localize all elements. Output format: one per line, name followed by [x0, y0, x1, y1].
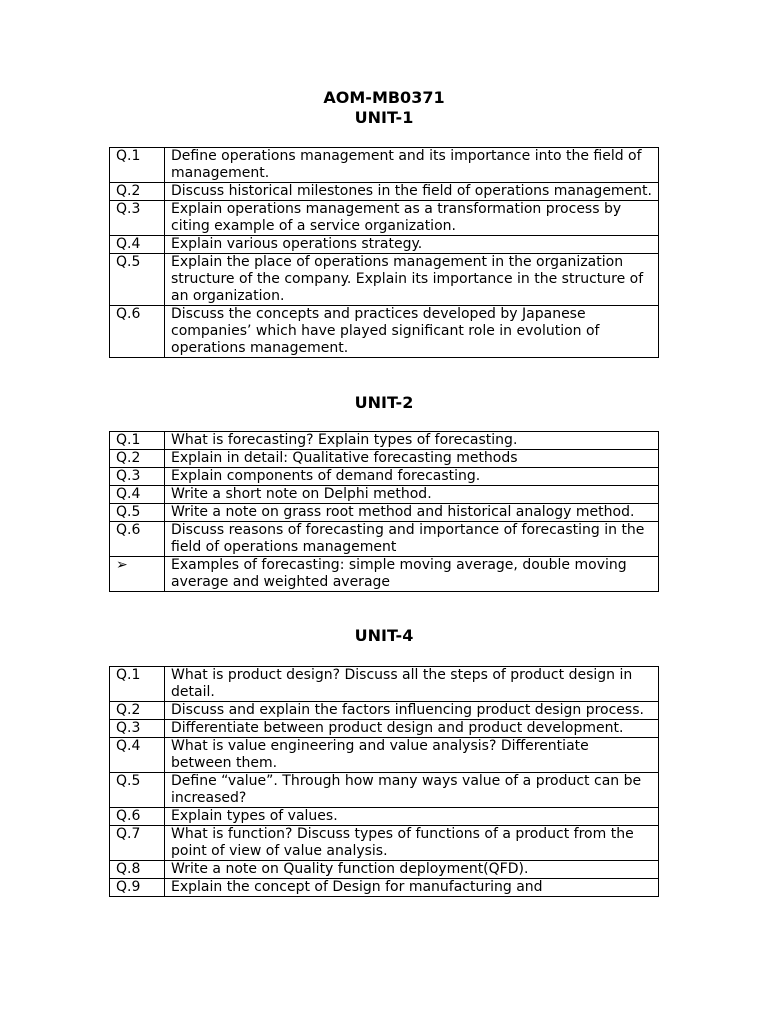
- question-number: Q.5: [110, 254, 165, 306]
- table-row: [110, 201, 659, 236]
- question-number: Q.6: [110, 808, 165, 826]
- table-row: [110, 450, 659, 468]
- question-text: Define operations management and its importance into the field of management.: [165, 148, 659, 183]
- table-row: [110, 504, 659, 522]
- question-number: Q.3: [110, 468, 165, 486]
- question-text: Differentiate between product design and product development.: [165, 720, 659, 738]
- table-row: [110, 432, 659, 450]
- table-row: [110, 148, 659, 183]
- question-text: Explain components of demand forecasting.: [165, 468, 659, 486]
- question-text: Explain various operations strategy.: [165, 236, 659, 254]
- table-row: [110, 720, 659, 738]
- unit-4-question-table: [109, 666, 659, 897]
- table-row: [110, 826, 659, 861]
- table-row: [110, 557, 659, 592]
- question-number: Q.7: [110, 826, 165, 861]
- unit-1-heading: UNIT-1: [354, 108, 414, 127]
- question-text: What is function? Discuss types of functions of a product from the point of view of value analysis.: [165, 826, 659, 861]
- table-row: [110, 486, 659, 504]
- question-number: Q.1: [110, 432, 165, 450]
- question-text: Write a note on Quality function deployment(QFD).: [165, 861, 659, 879]
- question-number: Q.3: [110, 201, 165, 236]
- question-number: Q.5: [110, 504, 165, 522]
- question-number: Q.4: [110, 738, 165, 773]
- table-row: [110, 773, 659, 808]
- question-number: Q.1: [110, 148, 165, 183]
- question-number: Q.3: [110, 720, 165, 738]
- table-row: [110, 254, 659, 306]
- unit-1-question-table: [109, 147, 659, 358]
- question-text: Write a short note on Delphi method.: [165, 486, 659, 504]
- question-number: Q.4: [110, 486, 165, 504]
- unit-2-question-table: [109, 431, 659, 592]
- question-number: Q.2: [110, 450, 165, 468]
- table-row: [110, 468, 659, 486]
- table-row: [110, 702, 659, 720]
- table-row: [110, 522, 659, 557]
- question-text: Explain the concept of Design for manufacturing and: [165, 879, 659, 897]
- table-row: [110, 306, 659, 358]
- question-text: Define “value”. Through how many ways value of a product can be increased?: [165, 773, 659, 808]
- unit-4-heading: UNIT-4: [354, 626, 414, 645]
- question-text: What is forecasting? Explain types of forecasting.: [165, 432, 659, 450]
- question-number: Q.8: [110, 861, 165, 879]
- question-text: Write a note on grass root method and historical analogy method.: [165, 504, 659, 522]
- question-number: Q.2: [110, 702, 165, 720]
- question-text: Discuss the concepts and practices developed by Japanese companies’ which have played significant role in evolution of operations management.: [165, 306, 659, 358]
- table-row: [110, 236, 659, 254]
- question-text: Discuss and explain the factors influencing product design process.: [165, 702, 659, 720]
- question-number: Q.6: [110, 522, 165, 557]
- question-number: Q.4: [110, 236, 165, 254]
- table-row: [110, 879, 659, 897]
- arrow-bullet-icon: ➢: [110, 557, 165, 592]
- question-number: Q.9: [110, 879, 165, 897]
- question-text: Discuss historical milestones in the field of operations management.: [165, 183, 659, 201]
- question-text: Discuss reasons of forecasting and importance of forecasting in the field of operations management: [165, 522, 659, 557]
- table-row: [110, 183, 659, 201]
- question-text: Examples of forecasting: simple moving average, double moving average and weighted average: [165, 557, 659, 592]
- table-row: [110, 808, 659, 826]
- question-text: Explain the place of operations management in the organization structure of the company. Explain its importance in the structure of an organization.: [165, 254, 659, 306]
- question-number: Q.5: [110, 773, 165, 808]
- question-number: Q.2: [110, 183, 165, 201]
- table-row: [110, 738, 659, 773]
- question-text: What is product design? Discuss all the steps of product design in detail.: [165, 667, 659, 702]
- table-row: [110, 667, 659, 702]
- question-number: Q.1: [110, 667, 165, 702]
- question-text: What is value engineering and value analysis? Differentiate between them.: [165, 738, 659, 773]
- unit-2-heading: UNIT-2: [354, 393, 414, 412]
- question-text: Explain types of values.: [165, 808, 659, 826]
- question-text: Explain operations management as a transformation process by citing example of a service organization.: [165, 201, 659, 236]
- document-code-title: AOM-MB0371: [323, 88, 445, 107]
- table-row: [110, 861, 659, 879]
- question-number: Q.6: [110, 306, 165, 358]
- question-text: Explain in detail: Qualitative forecasting methods: [165, 450, 659, 468]
